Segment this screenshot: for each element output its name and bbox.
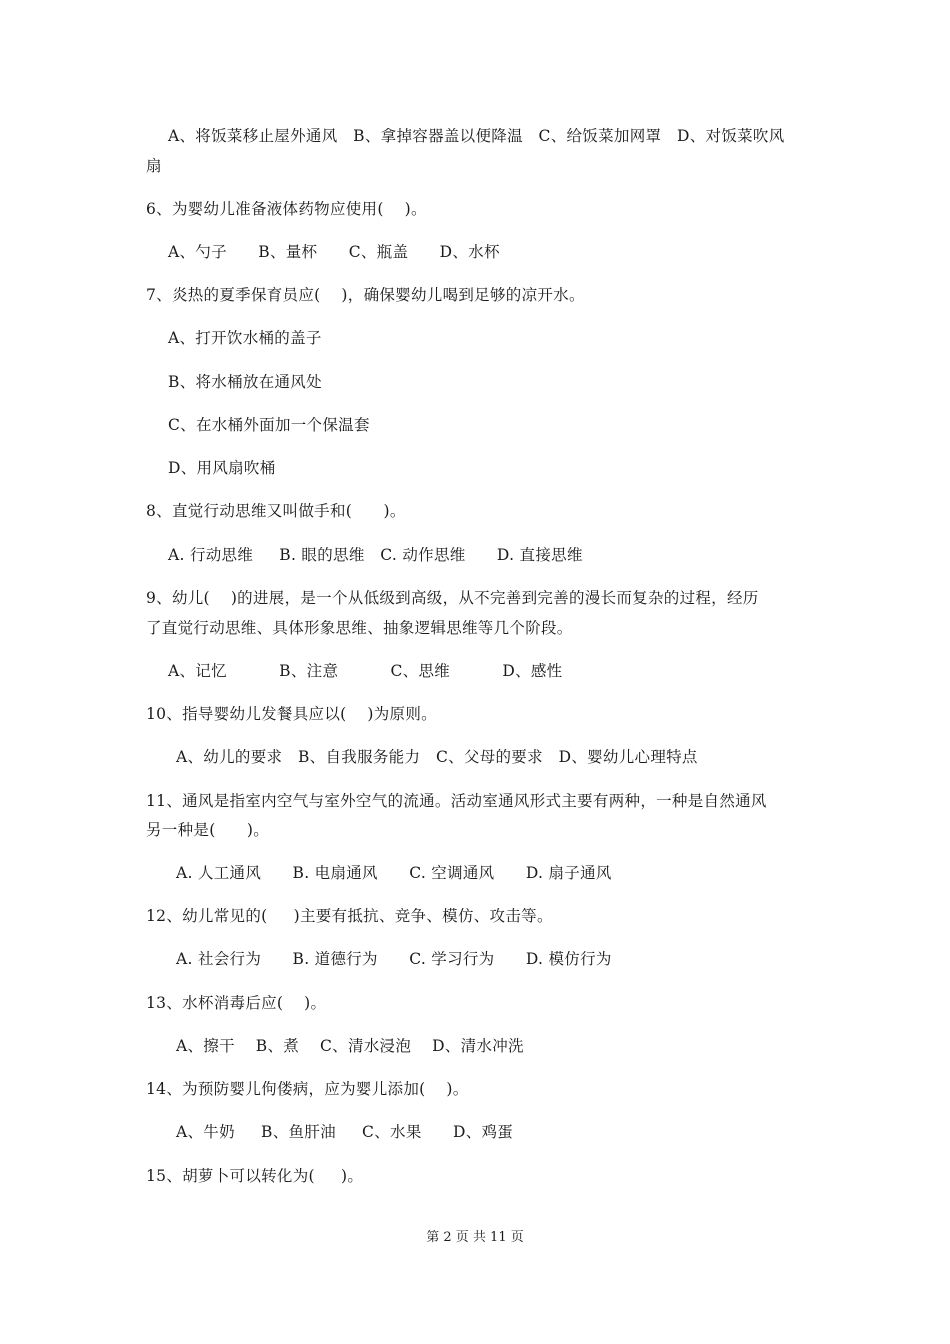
- question-8: 8、直觉行动思维又叫做手和( )。: [146, 502, 406, 520]
- options-q13: A、擦干 B、煮 C、清水浸泡 D、清水冲洗: [176, 1037, 524, 1055]
- options-q9: A、记忆 B、注意 C、思维 D、感性: [168, 662, 563, 680]
- options-q14: A、牛奶 B、鱼肝油 C、水果 D、鸡蛋: [176, 1123, 514, 1141]
- option-q7-a: A、打开饮水桶的盖子: [168, 329, 322, 347]
- options-q6: A、勺子 B、量杯 C、瓶盖 D、水杯: [168, 243, 500, 261]
- question-14: 14、为预防婴儿佝偻病，应为婴儿添加( )。: [146, 1080, 469, 1098]
- question-11-cont: 另一种是( )。: [146, 821, 270, 839]
- options-q10: A、幼儿的要求 B、自我服务能力 C、父母的要求 D、婴幼儿心理特点: [176, 748, 698, 766]
- option-q7-d: D、用风扇吹桶: [168, 459, 276, 477]
- question-9: 9、幼儿( )的进展，是一个从低级到高级，从不完善到完善的漫长而复杂的过程，经历: [146, 589, 759, 607]
- options-q8: A. 行动思维 B. 眼的思维 C. 动作思维 D. 直接思维: [168, 546, 583, 564]
- question-6: 6、为婴幼儿准备液体药物应使用( )。: [146, 200, 427, 218]
- question-9-cont: 了直觉行动思维、具体形象思维、抽象逻辑思维等几个阶段。: [146, 619, 573, 637]
- question-7: 7、炎热的夏季保育员应( )，确保婴幼儿喝到足够的凉开水。: [146, 286, 585, 304]
- options-q11: A. 人工通风 B. 电扇通风 C. 空调通风 D. 扇子通风: [176, 864, 612, 882]
- option-q7-c: C、在水桶外面加一个保温套: [168, 416, 370, 434]
- question-15: 15、胡萝卜可以转化为( )。: [146, 1167, 364, 1185]
- question-13: 13、水杯消毒后应( )。: [146, 994, 327, 1012]
- question-11: 11、通风是指室内空气与室外空气的流通。活动室通风形式主要有两种，一种是自然通风: [146, 792, 767, 810]
- question-10: 10、指导婴幼儿发餐具应以( )为原则。: [146, 705, 437, 723]
- options-q12: A. 社会行为 B. 道德行为 C. 学习行为 D. 模仿行为: [176, 950, 612, 968]
- question-12: 12、幼儿常见的( )主要有抵抗、竞争、模仿、攻击等。: [146, 907, 553, 925]
- option-line-q5: A、将饭菜移止屋外通风 B、拿掉容器盖以便降温 C、给饭菜加网罩 D、对饭菜吹风: [168, 127, 785, 145]
- page-footer: 第 2 页 共 11 页: [426, 1230, 524, 1245]
- option-q7-b: B、将水桶放在通风处: [168, 373, 322, 391]
- option-line-q5-cont: 扇: [146, 157, 162, 175]
